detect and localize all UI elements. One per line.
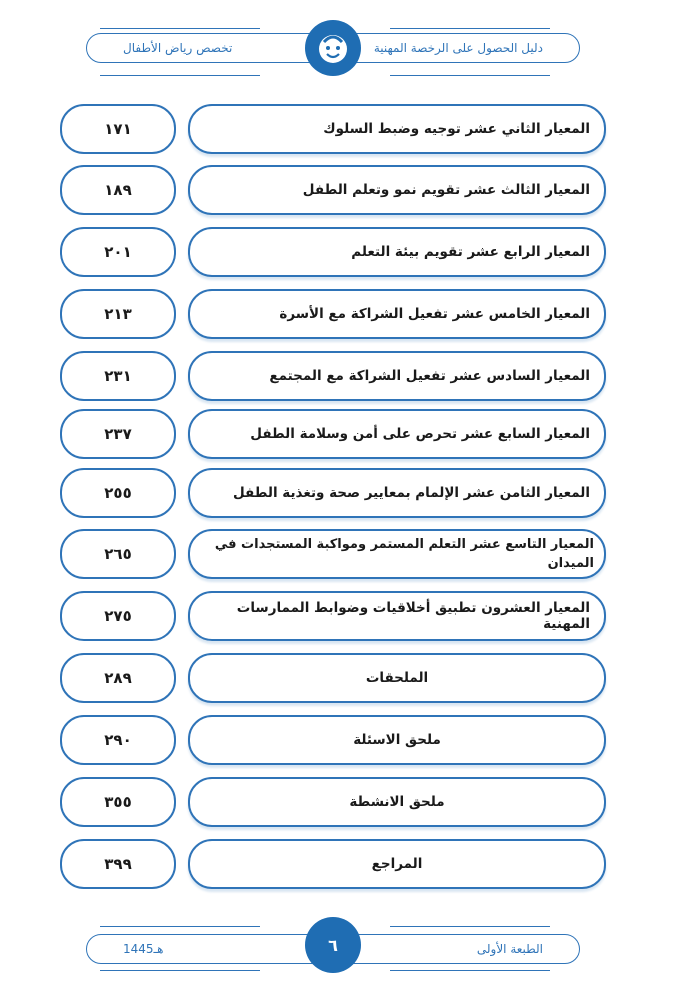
toc-page-number: ٢٨٩ [60, 653, 176, 703]
toc-page-number: ٢٣٧ [60, 409, 176, 459]
toc-row[interactable] [60, 591, 606, 641]
toc-row[interactable] [60, 351, 606, 401]
footer-left-text: 1445هـ [123, 942, 164, 956]
toc-title: المعيار السابع عشر تحرص على أمن وسلامة الطفل [188, 409, 606, 459]
toc-page-number: ١٨٩ [60, 165, 176, 215]
toc-row[interactable] [60, 289, 606, 339]
toc-page-number: ٢١٣ [60, 289, 176, 339]
toc-title: المعيار التاسع عشر التعلم المستمر ومواكبة المستجدات في الميدان [188, 529, 606, 579]
toc-row[interactable] [60, 468, 606, 518]
header-line-bottom-right [390, 75, 550, 76]
toc-row[interactable] [60, 839, 606, 889]
footer-line-top-left [100, 926, 260, 927]
header-logo [305, 20, 361, 76]
toc-title: المعيار السادس عشر تفعيل الشراكة مع المجتمع [188, 351, 606, 401]
toc-page-number: ٢٧٥ [60, 591, 176, 641]
footer-line-top-right [390, 926, 550, 927]
toc-row[interactable] [60, 777, 606, 827]
toc-page-number: ٢٠١ [60, 227, 176, 277]
toc-row[interactable] [60, 409, 606, 459]
toc-title: المعيار الثاني عشر توجيه وضبط السلوك [188, 104, 606, 154]
toc-row[interactable] [60, 653, 606, 703]
toc-title: المراجع [188, 839, 606, 889]
toc-page-number: ٢٦٥ [60, 529, 176, 579]
toc-row[interactable] [60, 227, 606, 277]
footer-line-bottom-left [100, 970, 260, 971]
footer-page-number: ٦ [305, 917, 361, 973]
toc-page-number: ٣٥٥ [60, 777, 176, 827]
toc-page-number: ١٧١ [60, 104, 176, 154]
toc-title: المعيار العشرون تطبيق أخلاقيات وضوابط الممارسات المهنية [188, 591, 606, 641]
toc-page-number: ٢٩٠ [60, 715, 176, 765]
toc-row[interactable] [60, 104, 606, 154]
toc-title: ملحق الانشطة [188, 777, 606, 827]
toc-title: المعيار الرابع عشر تقويم بيئة التعلم [188, 227, 606, 277]
toc-row[interactable] [60, 715, 606, 765]
header-line-bottom-left [100, 75, 260, 76]
footer-right-text: الطبعة الأولى [476, 942, 543, 956]
footer-line-bottom-right [390, 970, 550, 971]
toc-row[interactable] [60, 529, 606, 579]
toc-page-number: ٢٥٥ [60, 468, 176, 518]
toc-title: الملحقات [188, 653, 606, 703]
toc-title: المعيار الثالث عشر تقويم نمو وتعلم الطفل [188, 165, 606, 215]
header-right-text: دليل الحصول على الرخصة المهنية [373, 41, 543, 55]
header-line-top-right [390, 28, 550, 29]
toc-row[interactable] [60, 165, 606, 215]
toc-title: المعيار الثامن عشر الإلمام بمعايير صحة وتغذية الطفل [188, 468, 606, 518]
toc-title: المعيار الخامس عشر تفعيل الشراكة مع الأسرة [188, 289, 606, 339]
child-face-icon [313, 28, 353, 68]
toc-title: ملحق الاسئلة [188, 715, 606, 765]
toc-page-number: ٢٣١ [60, 351, 176, 401]
toc-page-number: ٣٩٩ [60, 839, 176, 889]
header-line-top-left [100, 28, 260, 29]
header-left-text: تخصص رياض الأطفال [123, 41, 233, 55]
